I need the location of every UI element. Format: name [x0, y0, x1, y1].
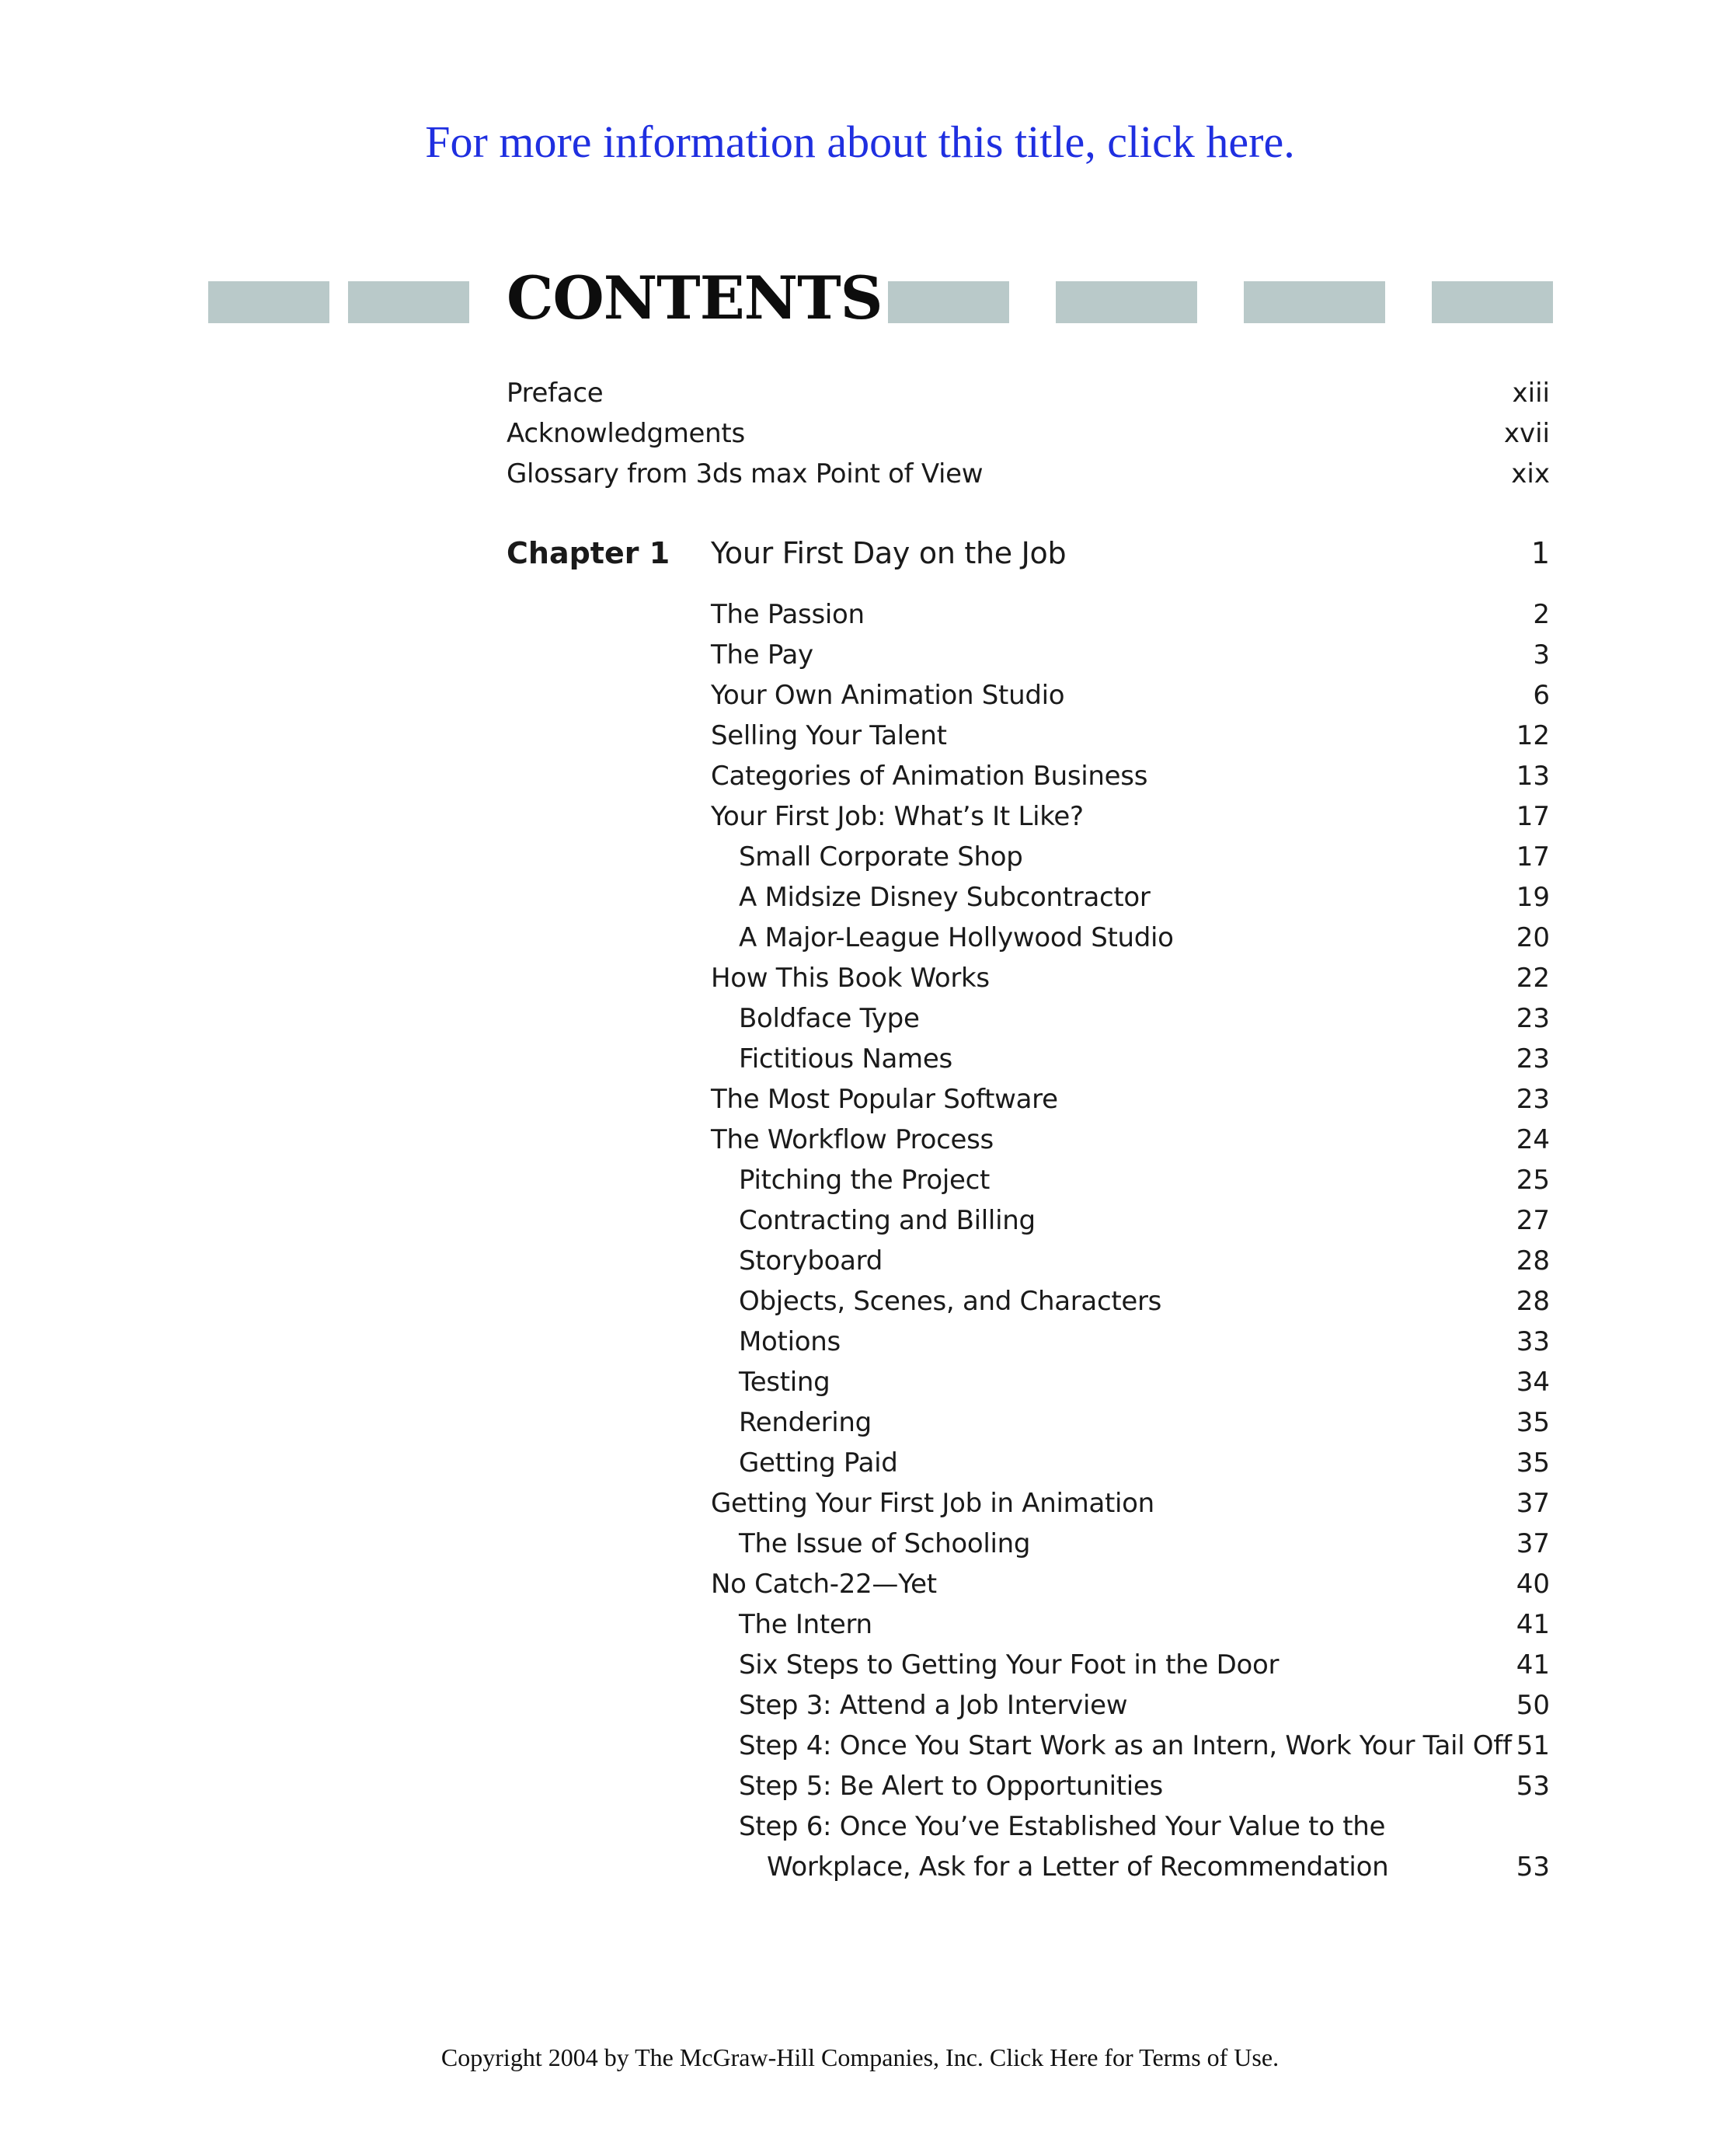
- toc-entry-title: Contracting and Billing: [739, 1205, 1036, 1236]
- toc-chapter-heading[interactable]: [507, 531, 1550, 575]
- toc-entry-acknowledgments[interactable]: [507, 413, 1550, 454]
- toc-entry[interactable]: [507, 594, 1550, 635]
- toc-entry-page: 51: [1516, 1730, 1550, 1761]
- toc-entry-title: Six Steps to Getting Your Foot in the Door: [739, 1649, 1280, 1681]
- toc-entry-page: 27: [1516, 1205, 1550, 1236]
- decorative-bar: [1432, 281, 1553, 323]
- toc-entry-page: 17: [1516, 801, 1550, 832]
- toc-entry[interactable]: [507, 716, 1550, 756]
- toc-entry-title: Getting Your First Job in Animation: [711, 1488, 1154, 1519]
- toc-entry[interactable]: [507, 1806, 1550, 1847]
- toc-entry[interactable]: [507, 1443, 1550, 1483]
- toc-entry-title: Categories of Animation Business: [711, 761, 1148, 792]
- toc-entry-page: xiii: [1512, 378, 1550, 409]
- toc-entry-page: 41: [1516, 1609, 1550, 1640]
- toc-entry-title: Pitching the Project: [739, 1165, 991, 1196]
- decorative-bar: [348, 281, 469, 323]
- toc-entry-title: Small Corporate Shop: [739, 841, 1023, 873]
- toc-entry-title: The Workflow Process: [711, 1124, 994, 1155]
- toc-entry[interactable]: [507, 1685, 1550, 1726]
- toc-entry[interactable]: [507, 1362, 1550, 1402]
- toc-entry-page: 40: [1516, 1569, 1550, 1600]
- toc-entry-title: Workplace, Ask for a Letter of Recommendation: [767, 1851, 1389, 1883]
- toc-entry-page: 13: [1516, 761, 1550, 792]
- toc-entry[interactable]: [507, 675, 1550, 716]
- toc-entry[interactable]: [507, 1322, 1550, 1362]
- toc-entry-page: 2: [1533, 599, 1550, 630]
- toc-entry[interactable]: [507, 1200, 1550, 1241]
- toc-entry-page: xix: [1511, 458, 1550, 489]
- toc-entry-page: 35: [1516, 1447, 1550, 1479]
- toc-entry-page: xvii: [1503, 418, 1550, 449]
- chapter-page: 1: [1530, 536, 1550, 570]
- toc-entry-title: Step 5: Be Alert to Opportunities: [739, 1771, 1163, 1802]
- toc-entry-title: A Midsize Disney Subcontractor: [739, 882, 1151, 913]
- info-link[interactable]: For more information about this title, click here.: [425, 117, 1295, 167]
- toc-entry-page: 28: [1516, 1286, 1550, 1317]
- toc-entry-page: 23: [1516, 1084, 1550, 1115]
- toc-entry[interactable]: [507, 1524, 1550, 1564]
- toc-entry-page: 6: [1533, 680, 1550, 711]
- toc-entry-page: 17: [1516, 841, 1550, 873]
- toc-entry[interactable]: [507, 1079, 1550, 1120]
- toc-entry-page: 23: [1516, 1003, 1550, 1034]
- toc-entry-title: Glossary from 3ds max Point of View: [507, 458, 984, 489]
- toc-entry[interactable]: [507, 1402, 1550, 1443]
- toc-entry-title: Acknowledgments: [507, 418, 745, 449]
- toc-entry-title: Motions: [739, 1326, 841, 1357]
- toc-entry[interactable]: [507, 1160, 1550, 1200]
- toc-entry-title: Step 4: Once You Start Work as an Intern, Work Your Tail Off: [739, 1730, 1512, 1761]
- toc-entry-title: The Passion: [711, 599, 865, 630]
- toc-entry[interactable]: [507, 1039, 1550, 1079]
- toc-entry-title: Selling Your Talent: [711, 720, 947, 751]
- toc-entry-title: Your Own Animation Studio: [711, 680, 1065, 711]
- toc-entry-page: 12: [1516, 720, 1550, 751]
- chapter-label: Chapter 1: [507, 536, 670, 570]
- toc-entry-page: 53: [1516, 1851, 1550, 1883]
- toc-entry[interactable]: [507, 1483, 1550, 1524]
- toc-entry-page: 50: [1516, 1690, 1550, 1721]
- toc-entry-title: No Catch-22—Yet: [711, 1569, 937, 1600]
- toc-entry-page: 41: [1516, 1649, 1550, 1681]
- toc-entry-page: 22: [1516, 963, 1550, 994]
- toc-entry[interactable]: [507, 1847, 1550, 1887]
- copyright-notice[interactable]: Copyright 2004 by The McGraw-Hill Companies, Inc. Click Here for Terms of Use.: [440, 2043, 1280, 2071]
- toc-entry[interactable]: [507, 1241, 1550, 1281]
- toc-entry-title: Objects, Scenes, and Characters: [739, 1286, 1162, 1317]
- toc-entry-glossary[interactable]: [507, 454, 1550, 494]
- toc-entry[interactable]: [507, 635, 1550, 675]
- toc-entry-title: How This Book Works: [711, 963, 990, 994]
- page-title: CONTENTS: [507, 263, 883, 333]
- toc-entry-title: The Intern: [739, 1609, 872, 1640]
- toc-entry-title: Your First Job: What’s It Like?: [711, 801, 1084, 832]
- toc-entry[interactable]: [507, 1604, 1550, 1645]
- toc-entry-title: Storyboard: [739, 1245, 883, 1277]
- toc-entry[interactable]: [507, 1726, 1550, 1766]
- toc-entry-title: Boldface Type: [739, 1003, 920, 1034]
- toc-entry-title: A Major-League Hollywood Studio: [739, 922, 1174, 953]
- toc-entry-page: 28: [1516, 1245, 1550, 1277]
- toc-entry[interactable]: [507, 1645, 1550, 1685]
- toc-entry[interactable]: [507, 877, 1550, 918]
- toc-entry-page: 34: [1516, 1367, 1550, 1398]
- toc-entry-page: 37: [1516, 1488, 1550, 1519]
- decorative-bar: [888, 281, 1009, 323]
- toc-entry-title: Rendering: [739, 1407, 872, 1438]
- toc-entry[interactable]: [507, 1120, 1550, 1160]
- toc-entry[interactable]: [507, 756, 1550, 796]
- toc-entry-preface[interactable]: [507, 373, 1550, 413]
- toc-entry-page: 53: [1516, 1771, 1550, 1802]
- toc-entry-page: 37: [1516, 1528, 1550, 1559]
- toc-entry-title: Preface: [507, 378, 604, 409]
- toc-entry[interactable]: [507, 998, 1550, 1039]
- toc-entry-page: 19: [1516, 882, 1550, 913]
- decorative-bar: [1244, 281, 1385, 323]
- toc-entry-page: 24: [1516, 1124, 1550, 1155]
- toc-entry[interactable]: [507, 796, 1550, 837]
- toc-entry-title: The Most Popular Software: [711, 1084, 1058, 1115]
- toc-entry[interactable]: [507, 837, 1550, 877]
- toc-entry-title: Step 3: Attend a Job Interview: [739, 1690, 1128, 1721]
- toc-entry-title: Step 6: Once You’ve Established Your Value to the: [739, 1811, 1386, 1842]
- toc-entry-page: 3: [1533, 639, 1550, 670]
- toc-entry-page: 33: [1516, 1326, 1550, 1357]
- toc-entry-title: Fictitious Names: [739, 1043, 952, 1075]
- decorative-bar: [208, 281, 329, 323]
- toc-entry-page: 20: [1516, 922, 1550, 953]
- chapter-title: Your First Day on the Job: [711, 536, 1067, 570]
- toc-entry[interactable]: [507, 918, 1550, 958]
- decorative-bar: [1056, 281, 1197, 323]
- toc-entry[interactable]: [507, 1281, 1550, 1322]
- toc-entry-title: The Pay: [711, 639, 813, 670]
- toc-entry-title: The Issue of Schooling: [739, 1528, 1031, 1559]
- toc-entry-page: 35: [1516, 1407, 1550, 1438]
- toc-entry[interactable]: [507, 1564, 1550, 1604]
- toc-entry-title: Testing: [739, 1367, 830, 1398]
- toc-entry[interactable]: [507, 958, 1550, 998]
- toc-entry[interactable]: [507, 1766, 1550, 1806]
- toc-entry-title: Getting Paid: [739, 1447, 898, 1479]
- toc-entry-page: 23: [1516, 1043, 1550, 1075]
- toc-entry-page: 25: [1516, 1165, 1550, 1196]
